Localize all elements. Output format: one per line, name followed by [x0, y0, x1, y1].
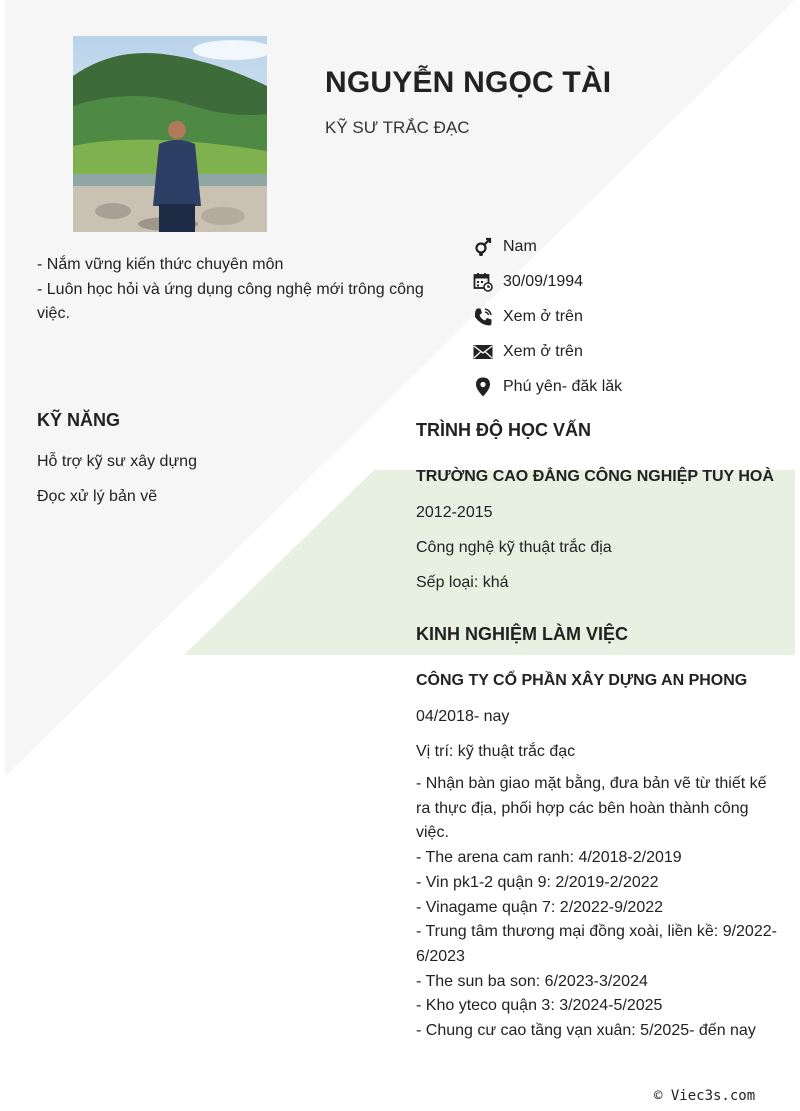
school-name: TRƯỜNG CAO ĐẲNG CÔNG NGHIỆP TUY HOÀ [416, 468, 774, 485]
candidate-title: KỸ SƯ TRẮC ĐẠC [325, 118, 470, 137]
info-birthdate [472, 265, 792, 300]
experience-position: Vị trí: kỹ thuật trắc đạc [416, 743, 576, 760]
footer-watermark: © Viec3s.com [654, 1088, 756, 1104]
company-name: CÔNG TY CỔ PHẦN XÂY DỰNG AN PHONG [416, 672, 748, 689]
phone-icon [472, 306, 494, 328]
experience-heading: KINH NGHIỆM LÀM VIỆC [416, 624, 629, 644]
info-address [472, 369, 792, 404]
experience-detail: - Vin pk1-2 quận 9: 2/2019-2/2022 [416, 873, 659, 891]
experience-detail: - The arena cam ranh: 4/2018-2/2019 [416, 849, 682, 867]
location-icon [472, 376, 494, 398]
experience-detail: - The sun ba son: 6/2023-3/2024 [416, 972, 648, 990]
summary [37, 253, 427, 327]
address-value: Phú yên- đăk lăk [503, 377, 623, 395]
phone-value: Xem ở trên [503, 307, 583, 325]
summary-line: - Luôn học hỏi và ứng dụng công nghệ mới trông công việc. [37, 280, 424, 322]
info-phone [472, 300, 792, 335]
gender-icon [472, 236, 494, 258]
info-gender [472, 230, 792, 265]
experience-section [416, 670, 778, 1044]
skills-heading: KỸ NĂNG [37, 410, 121, 430]
mail-icon [472, 341, 494, 363]
skill-item: Hỗ trợ kỹ sư xây dựng [37, 453, 197, 470]
profile-photo [73, 36, 267, 232]
experience-detail: - Kho yteco quận 3: 3/2024-5/2025 [416, 997, 663, 1015]
email-value: Xem ở trên [503, 342, 583, 360]
skill-item: Đọc xử lý bản vẽ [37, 488, 158, 505]
calendar-icon [472, 271, 494, 293]
birthdate-value: 30/09/1994 [503, 273, 584, 291]
experience-detail: - Trung tâm thương mại đồng xoài, liền kề: 9/2022- 6/2023 [416, 923, 777, 965]
education-major: Công nghệ kỹ thuật trắc địa [416, 539, 612, 556]
experience-detail: - Chung cư cao tầng vạn xuân: 5/2025- đến nay [416, 1022, 756, 1040]
experience-detail: - Vinagame quận 7: 2/2022-9/2022 [416, 898, 664, 916]
skills-list [37, 450, 197, 520]
education-grade: Sếp loại: khá [416, 574, 509, 591]
education-heading: TRÌNH ĐỘ HỌC VẤN [416, 420, 591, 440]
candidate-name: NGUYỄN NGỌC TÀI [325, 66, 612, 99]
experience-details [416, 772, 778, 1044]
gender-value: Nam [503, 238, 537, 256]
education-period: 2012-2015 [416, 504, 493, 521]
experience-period: 04/2018- nay [416, 708, 510, 725]
education-section [416, 466, 788, 607]
summary-line: - Nắm vững kiến thức chuyên môn [37, 256, 284, 273]
experience-detail: - Nhận bàn giao mặt bằng, đưa bản vẽ từ thiết kế ra thực địa, phối hợp các bên hoàn thành công việc. [416, 775, 767, 842]
personal-info [472, 230, 792, 404]
info-email [472, 334, 792, 369]
